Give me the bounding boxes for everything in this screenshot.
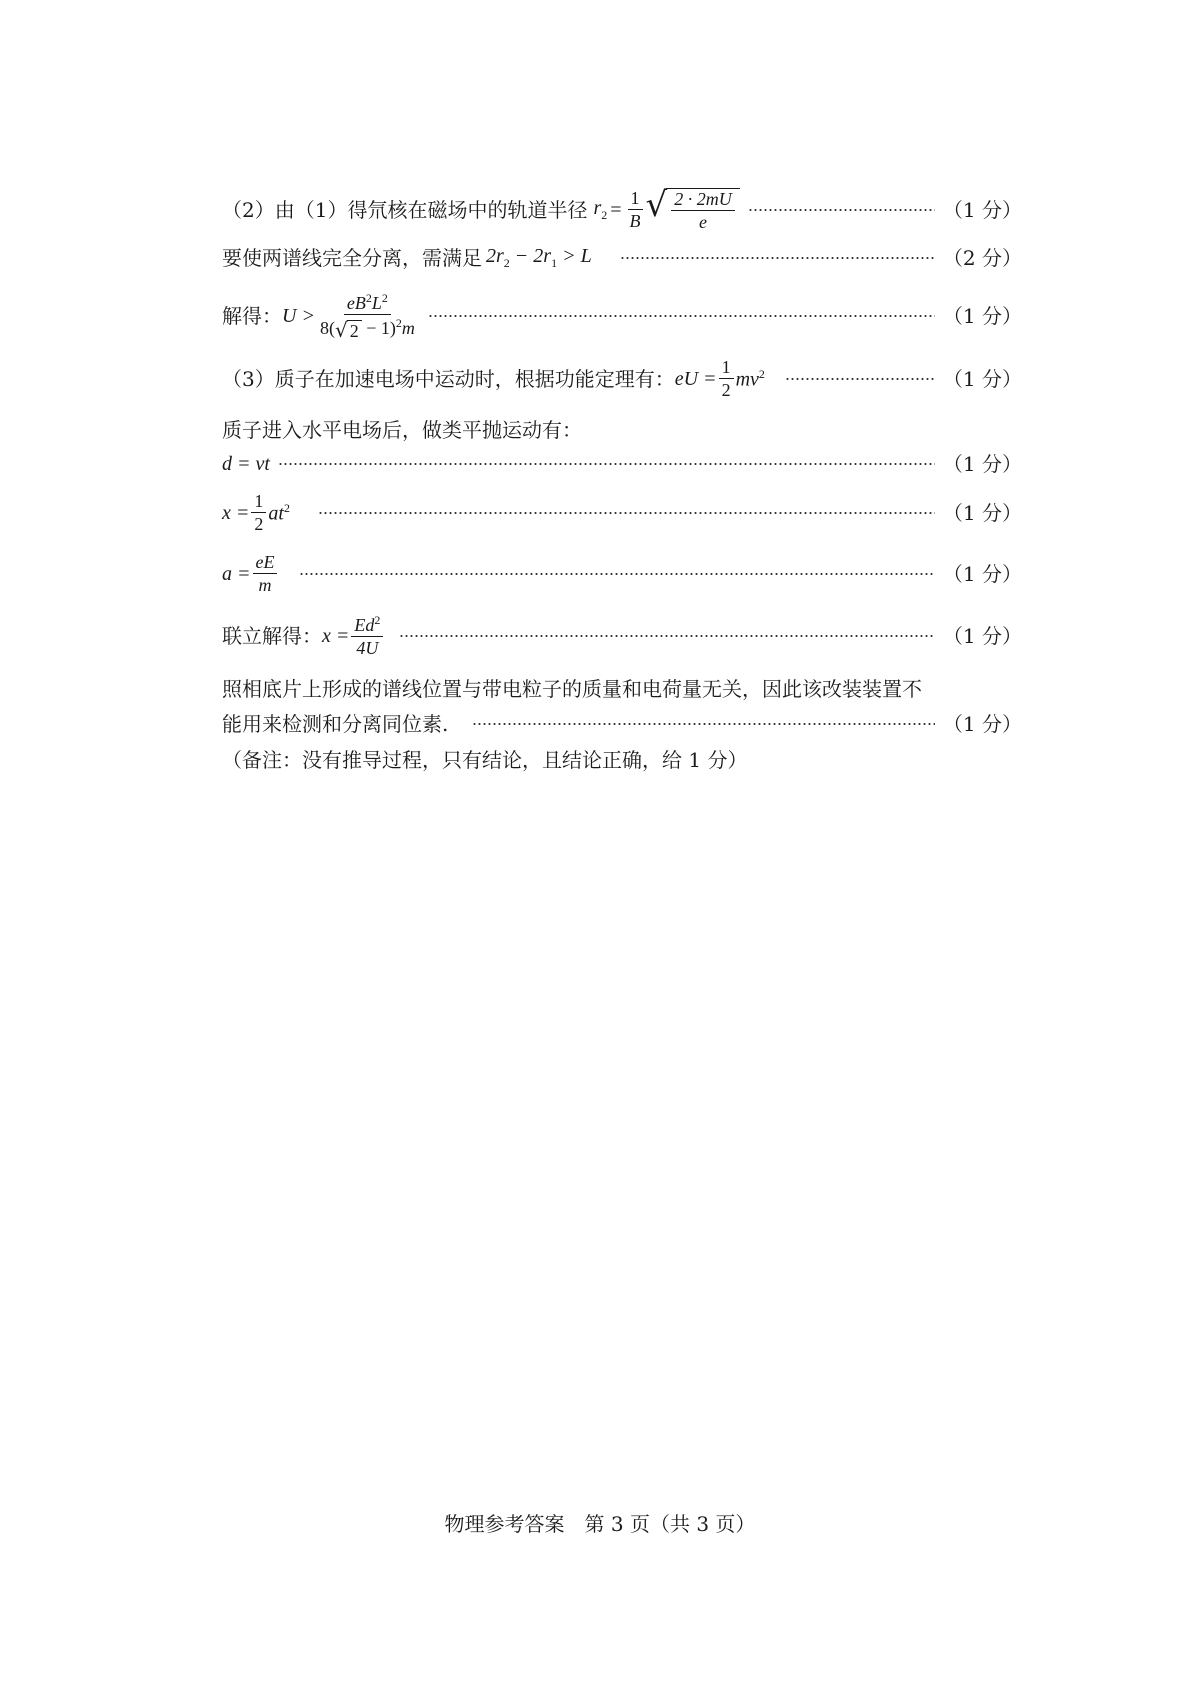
mv-squared: $mv^2$ — [735, 366, 765, 391]
score-mark: （1 分） — [942, 712, 1022, 736]
x-equals: x = — [222, 501, 250, 524]
d-equals-vt: d = vt — [222, 453, 270, 475]
remark-text: （备注：没有推导过程，只有结论，且结论正确，给 1 分） — [222, 748, 748, 772]
fraction-1-over-b: $\frac{1}{B}$ — [629, 188, 641, 231]
score-mark: （1 分） — [942, 366, 1022, 391]
line-conclusion-1 — [222, 679, 1022, 699]
r2-symbol: $r_2$ — [593, 197, 608, 222]
conclusion-text: 照相底片上形成的谱线位置与带电粒子的质量和电荷量无关，因此该改装装置不 — [222, 677, 922, 701]
dot-leader — [785, 376, 935, 382]
dot-leader — [428, 313, 935, 319]
score-mark: （1 分） — [942, 303, 1022, 328]
line-combined-result — [222, 614, 1022, 657]
conclusion-text-cont: 能用来检测和分离同位素. — [222, 712, 449, 736]
fraction-under-sqrt: $\frac{2 \cdot 2mU}{e}$ — [671, 190, 735, 231]
combined-solve-label: 联立解得： — [222, 623, 322, 648]
dot-leader — [748, 207, 935, 213]
dot-leader — [299, 571, 934, 577]
solve-label: 解得： — [222, 303, 282, 328]
half-fraction: $\frac{1}{2}$ — [719, 358, 734, 399]
score-mark: （1 分） — [942, 452, 1022, 476]
voltage-fraction: $eB^2L^2$ 8( √ 2 − 1)$^2$m — [319, 291, 415, 342]
line-voltage-result — [222, 292, 1022, 340]
x-equals: x = — [322, 624, 350, 647]
half-fraction: $\frac{1}{2}$ — [251, 492, 266, 533]
score-mark: （1 分） — [942, 623, 1022, 648]
energy-theorem-text: （3）质子在加速电场中运动时，根据功能定理有： — [222, 366, 675, 391]
line-acceleration — [222, 553, 1022, 594]
dot-leader — [472, 721, 935, 727]
line-d-equals-vt — [222, 454, 1022, 474]
dot-leader — [278, 461, 935, 467]
dot-leader — [620, 255, 935, 261]
separation-inequality: $2r_2 - 2r_1 > L$ — [486, 245, 592, 270]
line-separation-condition — [222, 246, 1022, 269]
score-mark: （2 分） — [942, 245, 1022, 270]
score-mark: （1 分） — [942, 500, 1022, 525]
at-squared: $at^2$ — [268, 500, 290, 525]
sqrt-expression: √ $\frac{2 \cdot 2mU}{e}$ — [646, 188, 740, 231]
line-conclusion-2 — [222, 714, 1022, 734]
score-mark: （1 分） — [942, 197, 1022, 222]
line-projectile-intro — [222, 420, 1022, 440]
line-remark — [222, 750, 1022, 770]
u-greater-than: U > — [282, 304, 315, 327]
ee-over-m: $\frac{eE}{m}$ — [253, 553, 278, 594]
dot-leader — [318, 510, 935, 516]
line-energy-theorem — [222, 358, 1022, 399]
page-footer: 物理参考答案 第 3 页（共 3 页） — [444, 1512, 756, 1536]
score-mark: （1 分） — [942, 561, 1022, 586]
equals-sign: = — [610, 198, 622, 221]
separation-text: 要使两谱线完全分离，需满足 — [222, 245, 482, 270]
line-orbit-radius — [222, 185, 1022, 232]
dot-leader — [399, 633, 935, 639]
eu-equals: eU = — [674, 367, 717, 390]
a-equals: a = — [222, 562, 251, 585]
line-x-displacement — [222, 492, 1022, 533]
ed2-over-4u: $\frac{Ed^2}{4U}$ — [351, 614, 383, 657]
projectile-intro-text: 质子进入水平电场后，做类平抛运动有： — [222, 418, 582, 442]
orbit-radius-text: （2）由（1）得氘核在磁场中的轨道半径 — [222, 197, 588, 222]
